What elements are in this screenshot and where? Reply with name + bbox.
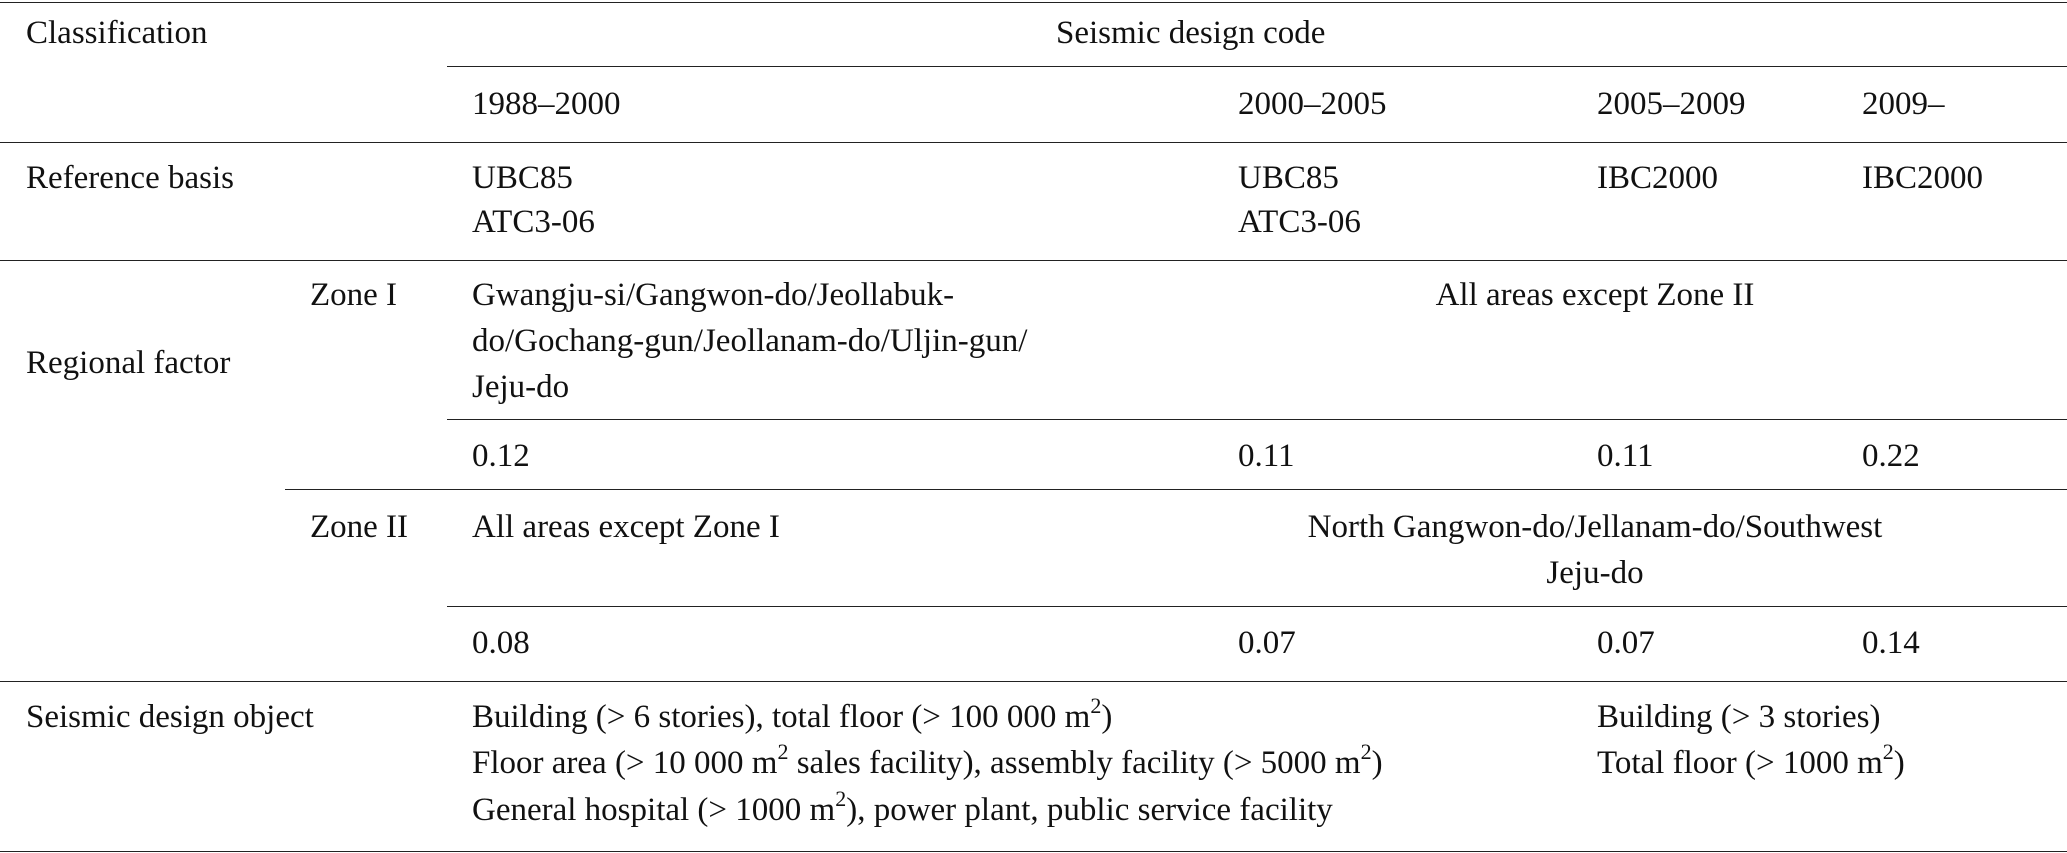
object-left-line3 bbox=[472, 787, 1333, 833]
zone2-areas-p2-4-line1: North Gangwon-do/Jellanam-do/Southwest bbox=[1307, 509, 1883, 545]
object-right-line2-sup: 2 bbox=[1882, 739, 1894, 764]
zone2-areas-p2-4-line2: Jeju-do bbox=[1546, 555, 1644, 591]
zone1-factor-p4: 0.22 bbox=[1862, 438, 1920, 474]
object-left-line1 bbox=[472, 694, 1112, 740]
object-left-line2-text: Floor area (> 10 000 m bbox=[472, 745, 778, 781]
object-right-line2-post: ) bbox=[1893, 745, 1905, 781]
reference-basis-label: Reference basis bbox=[26, 160, 234, 196]
reference-p1-line1: UBC85 bbox=[472, 160, 573, 196]
zone2-factor-p2: 0.07 bbox=[1238, 625, 1296, 661]
zone1-areas-p1-line3: Jeju-do bbox=[472, 369, 570, 405]
reference-p1-line2: ATC3-06 bbox=[472, 204, 595, 240]
zone1-factor-p3: 0.11 bbox=[1597, 438, 1654, 474]
regional-factor-label: Regional factor bbox=[26, 345, 231, 381]
object-left-line1-post: ) bbox=[1101, 699, 1113, 735]
seismic-design-code-header: Seismic design code bbox=[1056, 15, 1326, 51]
reference-bottom-rule bbox=[0, 260, 2067, 261]
zone2-factor-p3: 0.07 bbox=[1597, 625, 1655, 661]
object-left-line3-sup: 2 bbox=[835, 786, 847, 811]
zone1-bottom-rule bbox=[285, 489, 2067, 490]
classification-header: Classification bbox=[26, 15, 208, 51]
zone2-areas-p1: All areas except Zone I bbox=[472, 509, 780, 545]
top-rule bbox=[0, 2, 2067, 3]
header-sub-rule bbox=[447, 66, 2067, 67]
object-left-line2-mid: sales facility), assembly facility (> 5000 m bbox=[788, 745, 1361, 781]
object-right-line1 bbox=[1597, 694, 1881, 740]
object-left-line1-sup: 2 bbox=[1090, 693, 1102, 718]
zone1-areas-rule bbox=[447, 419, 2067, 420]
zone2-label: Zone II bbox=[310, 509, 409, 545]
object-left-line2-sup2: 2 bbox=[1360, 739, 1372, 764]
reference-p3: IBC2000 bbox=[1597, 160, 1719, 196]
object-right-line2 bbox=[1597, 740, 1905, 786]
object-right-line2-text: Total floor (> 1000 m bbox=[1597, 745, 1883, 781]
object-left-line3-text: General hospital (> 1000 m bbox=[472, 792, 836, 828]
zone1-areas-p2-4: All areas except Zone II bbox=[1435, 277, 1755, 313]
period-2000-2005: 2000–2005 bbox=[1238, 86, 1387, 122]
object-left-line3-post: ), power plant, public service facility bbox=[846, 792, 1333, 828]
zone1-areas-p1-line1: Gwangju-si/Gangwon-do/Jeollabuk- bbox=[472, 277, 955, 313]
reference-p4: IBC2000 bbox=[1862, 160, 1984, 196]
period-2005-2009: 2005–2009 bbox=[1597, 86, 1746, 122]
zone1-areas-p1-line2: do/Gochang-gun/Jeollanam-do/Uljin-gun/ bbox=[472, 323, 1028, 359]
header-bottom-rule bbox=[0, 142, 2067, 143]
zone2-areas-rule bbox=[447, 606, 2067, 607]
object-right-line1-text: Building (> 3 stories) bbox=[1597, 699, 1881, 735]
object-left-line2 bbox=[472, 740, 1383, 786]
object-left-line2-sup: 2 bbox=[777, 739, 789, 764]
object-left-line2-post: ) bbox=[1371, 745, 1383, 781]
bottom-rule bbox=[0, 851, 2067, 852]
zone1-factor-p2: 0.11 bbox=[1238, 438, 1295, 474]
reference-p2-line1: UBC85 bbox=[1238, 160, 1339, 196]
zone2-factor-p4: 0.14 bbox=[1862, 625, 1920, 661]
regional-bottom-rule bbox=[0, 681, 2067, 682]
period-2009: 2009– bbox=[1862, 86, 1945, 122]
seismic-design-object-label: Seismic design object bbox=[26, 699, 314, 735]
zone2-factor-p1: 0.08 bbox=[472, 625, 530, 661]
zone1-label: Zone I bbox=[310, 277, 398, 313]
reference-p2-line2: ATC3-06 bbox=[1238, 204, 1361, 240]
object-left-line1-text: Building (> 6 stories), total floor (> 100 000 m bbox=[472, 699, 1091, 735]
period-1988-2000: 1988–2000 bbox=[472, 86, 621, 122]
zone1-factor-p1: 0.12 bbox=[472, 438, 530, 474]
